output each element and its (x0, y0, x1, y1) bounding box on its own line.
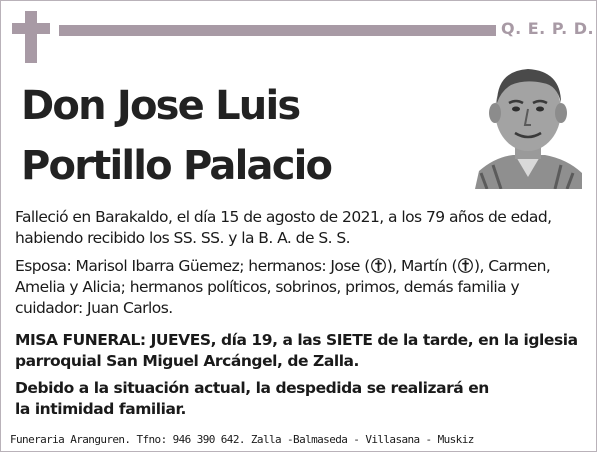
header-rule (59, 25, 496, 36)
family-line1-a: Esposa: Marisol Ibarra Güemez; hermanos: Jose ( (15, 257, 370, 275)
farewell-notice-paragraph (15, 378, 589, 420)
deceased-name-line1: Don Jose Luis (21, 83, 300, 129)
funeral-mass-paragraph (15, 330, 589, 372)
family-paragraph (15, 256, 589, 319)
death-notice-paragraph (15, 207, 589, 249)
family-line1-b: ), Martín ( (386, 257, 458, 275)
family-line1-c: ), Carmen, (474, 257, 551, 275)
funeral-home-footer: Funeraria Aranguren. Tfno: 946 390 642. Zalla -Balmaseda - Villasana - Muskiz (10, 433, 474, 446)
deceased-name-line2: Portillo Palacio (21, 143, 332, 189)
funeral-mass-line1: MISA FUNERAL: JUEVES, día 19, a las SIETE de la tarde, en la iglesia (15, 331, 578, 349)
death-notice-line2: habiendo recibido los SS. SS. y la B. A. de S. S. (15, 229, 351, 247)
family-line2: Amelia y Alicia; hermanos políticos, sobrinos, primos, demás familia y (15, 278, 520, 296)
farewell-line2: la intimidad familiar. (15, 400, 186, 418)
portrait-photo (475, 61, 582, 189)
cross-icon-vertical (25, 11, 37, 63)
farewell-line1: Debido a la situación actual, la despedida se realizará en (15, 379, 489, 397)
deceased-cross-icon (371, 257, 386, 274)
family-line3: cuidador: Juan Carlos. (15, 299, 173, 317)
deceased-cross-icon (458, 257, 473, 274)
qepd-label: Q. E. P. D. (501, 19, 595, 38)
death-notice-line1: Falleció en Barakaldo, el día 15 de agosto de 2021, a los 79 años de edad, (15, 208, 552, 226)
funeral-mass-line2: parroquial San Miguel Arcángel, de Zalla. (15, 352, 359, 370)
family-line1 (15, 256, 589, 277)
cross-icon-horizontal (12, 23, 50, 34)
portrait-illustration (475, 61, 582, 189)
